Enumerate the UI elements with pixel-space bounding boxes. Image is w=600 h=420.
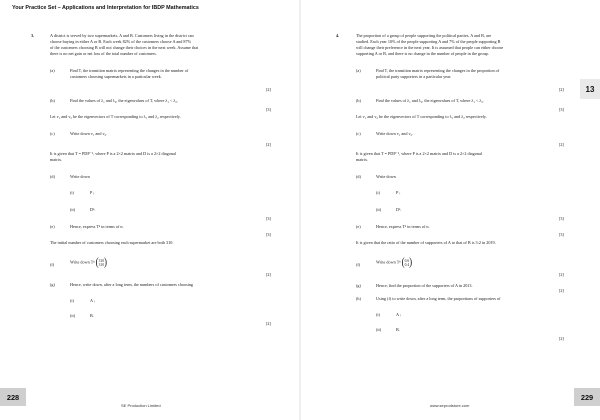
subpart-label: (i): [376, 312, 380, 317]
subpart-text: P ;: [396, 190, 401, 195]
subpart-text: A ;: [90, 298, 96, 303]
intro-line: there is no net gain or net loss of the total number of customers.: [50, 51, 157, 56]
part-label-d: (d): [50, 174, 55, 179]
part-e-marks: [3]: [266, 232, 271, 237]
page-number-left: 228: [0, 388, 26, 406]
part-label-b: (b): [356, 98, 361, 103]
part-label-d: (d): [356, 174, 361, 179]
part-c-marks: [2]: [266, 142, 271, 147]
subpart-label: (ii): [376, 207, 382, 212]
intro-line: will change their preference in the next year. It is assumed that people can either choose: [356, 45, 504, 50]
part-g-marks: [2]: [266, 321, 271, 326]
question-3: [0, 0, 299, 420]
part-label-c: (c): [50, 131, 55, 136]
intro-line: A district is served by two supermarkets, A and B. Customers living in the district can: [50, 33, 194, 38]
part-g-text: Hence, find the proportion of the supporters of A in 2013.: [376, 283, 473, 288]
subpart-text: Dⁿ.: [396, 207, 402, 212]
subpart-text: P ;: [90, 190, 95, 195]
initial-condition: The initial number of customers choosing each supermarket are both 310.: [50, 240, 174, 245]
subpart-text: B.: [396, 327, 400, 332]
intro-line: The proportion of a group of people supporting the political parties, A and B, are: [356, 33, 492, 38]
part-a-marks: [2]: [266, 87, 271, 92]
part-d-marks: [3]: [266, 216, 271, 221]
part-e-marks: [3]: [559, 232, 564, 237]
part-f-text: [70, 255, 108, 269]
part-a-text: customers choosing supermarkets in a particular week.: [70, 74, 162, 79]
subpart-label: (i): [70, 298, 74, 303]
diagonalisation-statement: matrix.: [50, 157, 62, 162]
ratio-condition: It is given that the ratio of the number of supporters of A to that of B is 3:2 in 2019.: [356, 240, 496, 245]
part-label-e: (e): [50, 224, 55, 229]
part-c-text: Write down v₁ and v₂.: [70, 131, 108, 136]
part-label-f: (f): [356, 262, 361, 267]
part-b-text: Find the values of λ₁ and λ₂, the eigenvalues of T, where λ₁ < λ₂.: [70, 98, 178, 103]
part-a-text: Find T, the transition matrix representing the changes in the proportion of: [376, 68, 500, 73]
part-label-g: (g): [356, 283, 361, 288]
part-f-prefix: Write down Tⁿ: [70, 259, 95, 265]
part-f-marks: [2]: [559, 272, 564, 277]
question-number: 4.: [336, 33, 340, 38]
vector-bottom: 0.4: [404, 262, 410, 267]
part-f-prefix: Write down Tⁿ: [376, 259, 401, 265]
subpart-label: (i): [376, 190, 380, 195]
question-number: 3.: [31, 33, 35, 38]
vector-top: 0.6: [404, 258, 410, 263]
page-header-title: Your Practice Set – Applications and Interpretation for IBDP Mathematics: [12, 5, 199, 11]
part-b-text: Find the values of λ₁ and λ₂, the eigenvalues of T, where λ₁ < λ₂.: [376, 98, 484, 103]
page-number-right: 229: [574, 388, 600, 406]
part-f-text: [376, 255, 413, 269]
part-g-text: Hence, write down, after a long term, the numbers of customers choosing: [70, 282, 194, 287]
part-h-text: Using (f) to write down, after a long term, the proportions of supporters of: [376, 296, 501, 301]
subpart-label: (ii): [376, 327, 382, 332]
part-label-e: (e): [356, 224, 361, 229]
part-c-text: Write down v₁ and v₂.: [376, 131, 414, 136]
subpart-label: (i): [70, 190, 74, 195]
eigenvector-statement: Let v₁ and v₂ be the eigenvectors of T corresponding to λ₁ and λ₂ respectively.: [356, 114, 487, 119]
subpart-text: A ;: [396, 312, 402, 317]
part-g-marks: [2]: [559, 288, 564, 293]
vector-bottom: 310: [98, 262, 105, 267]
part-a-text: Find T, the transition matrix representing the changes in the number of: [70, 68, 189, 73]
vector-top: 310: [98, 258, 105, 263]
part-label-g: (g): [50, 282, 55, 287]
intro-line: choose buying in either A or B. Each week 82% of the customers choose A and 87%: [50, 39, 192, 44]
part-e-text: Hence, express Tⁿ in terms of n.: [376, 224, 430, 229]
question-4: [301, 0, 600, 420]
part-d-text: Write down: [376, 174, 396, 179]
subpart-text: B.: [90, 313, 94, 318]
part-a-text: political party supporters in a particular year.: [376, 74, 452, 79]
eigenvector-statement: Let v₁ and v₂ be the eigenvectors of T corresponding to λ₁ and λ₂ respectively.: [50, 114, 181, 119]
part-label-a: (a): [356, 68, 361, 73]
part-e-text: Hence, express Tⁿ in terms of n.: [70, 224, 124, 229]
part-c-marks: [2]: [559, 142, 564, 147]
part-label-a: (a): [50, 68, 55, 73]
subpart-label: (ii): [70, 207, 76, 212]
diagonalisation-statement: matrix.: [356, 157, 368, 162]
part-h-marks: [2]: [559, 336, 564, 341]
column-vector: ( 310 310 ): [95, 255, 108, 269]
publisher-url: www.seprodstore.com: [430, 403, 470, 408]
part-label-b: (b): [50, 98, 55, 103]
part-label-f: (f): [50, 262, 55, 267]
diagonalisation-statement: It is given that T = PDP⁻¹, where P is a 2×2 matrix and D is a 2×2 diagonal: [50, 151, 176, 156]
intro-line: supporting A or B, and there is no change in the number of people in the group.: [356, 51, 489, 56]
intro-line: of the customers choosing B will not change their choices in the next week. Assume that: [50, 45, 199, 50]
part-b-marks: [3]: [266, 107, 271, 112]
part-d-text: Write down: [70, 174, 90, 179]
part-label-c: (c): [356, 131, 361, 136]
part-b-marks: [3]: [559, 107, 564, 112]
diagonalisation-statement: It is given that T = PDP⁻¹, where P is a 2×2 matrix and D is a 2×2 diagonal: [356, 151, 482, 156]
subpart-text: Dⁿ.: [90, 207, 96, 212]
subpart-label: (ii): [70, 313, 76, 318]
intro-line: studied. Each year 10% of the people supporting A and 7% of the people supporting B: [356, 39, 501, 44]
part-d-marks: [3]: [559, 216, 564, 221]
part-label-h: (h): [356, 296, 361, 301]
chapter-tab: 13: [580, 79, 600, 99]
publisher-name: SE Production Limited: [121, 403, 161, 408]
column-vector: ( 0.6 0.4 ): [401, 255, 413, 269]
part-a-marks: [2]: [559, 87, 564, 92]
part-f-marks: [2]: [266, 272, 271, 277]
